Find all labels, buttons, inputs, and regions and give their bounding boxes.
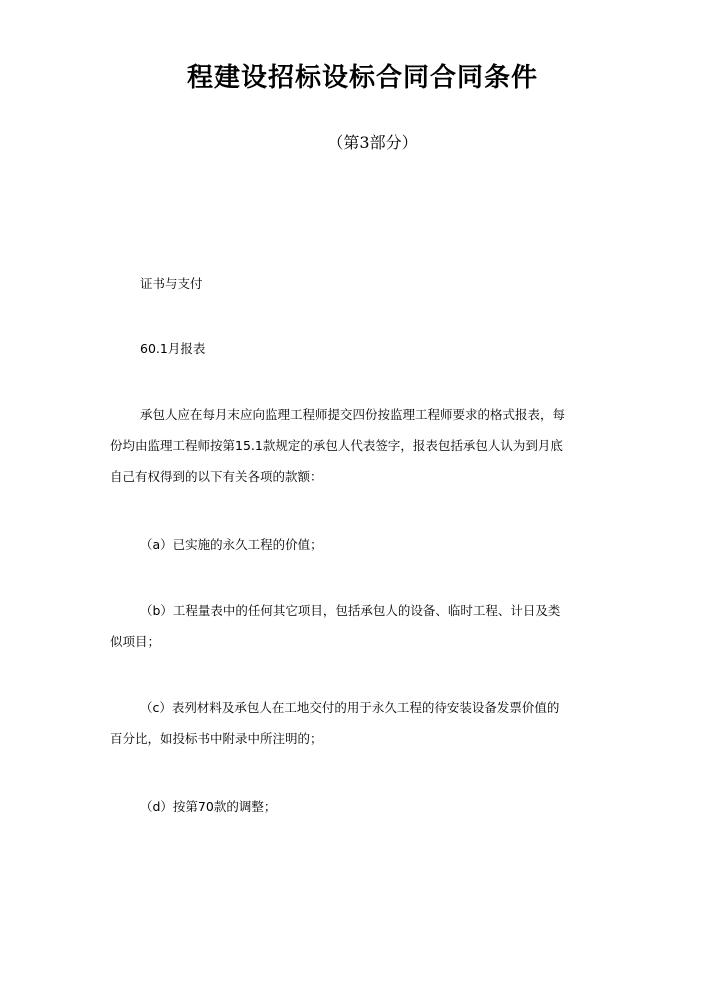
- item-a-line-1: （a）已实施的永久工程的价值；: [140, 537, 323, 552]
- item-d-line-1: （d）按第70款的调整；: [140, 799, 277, 814]
- item-b-paragraph: [110, 595, 640, 657]
- item-c-paragraph: [110, 692, 640, 754]
- item-d-paragraph: [110, 791, 640, 822]
- intro-line-1: 承包人应在每月末应向监理工程师提交四份按监理工程师要求的格式报表，每: [140, 407, 566, 422]
- intro-line-3: 自己有权得到的以下有关各项的款额：: [110, 469, 323, 484]
- intro-paragraph: [110, 399, 640, 492]
- document-subtitle: （第3部分）: [327, 133, 418, 152]
- section-heading: 证书与支付: [140, 276, 203, 291]
- intro-line-2: 份均由监理工程师按第15.1款规定的承包人代表签字，报表包括承包人认为到月底: [110, 438, 563, 453]
- item-c-line-2: 百分比，如投标书中附录中所注明的；: [110, 731, 323, 746]
- item-a-paragraph: [110, 529, 640, 560]
- clause-heading: 60.1月报表: [140, 341, 206, 356]
- item-b-line-1: （b）工程量表中的任何其它项目，包括承包人的设备、临时工程、计日及类: [140, 603, 561, 618]
- item-b-line-2: 似项目；: [110, 634, 161, 649]
- document-title: 程建设招标设标合同合同条件: [186, 63, 538, 93]
- item-c-line-1: （c）表列材料及承包人在工地交付的用于永久工程的待安装设备发票价值的: [140, 700, 560, 715]
